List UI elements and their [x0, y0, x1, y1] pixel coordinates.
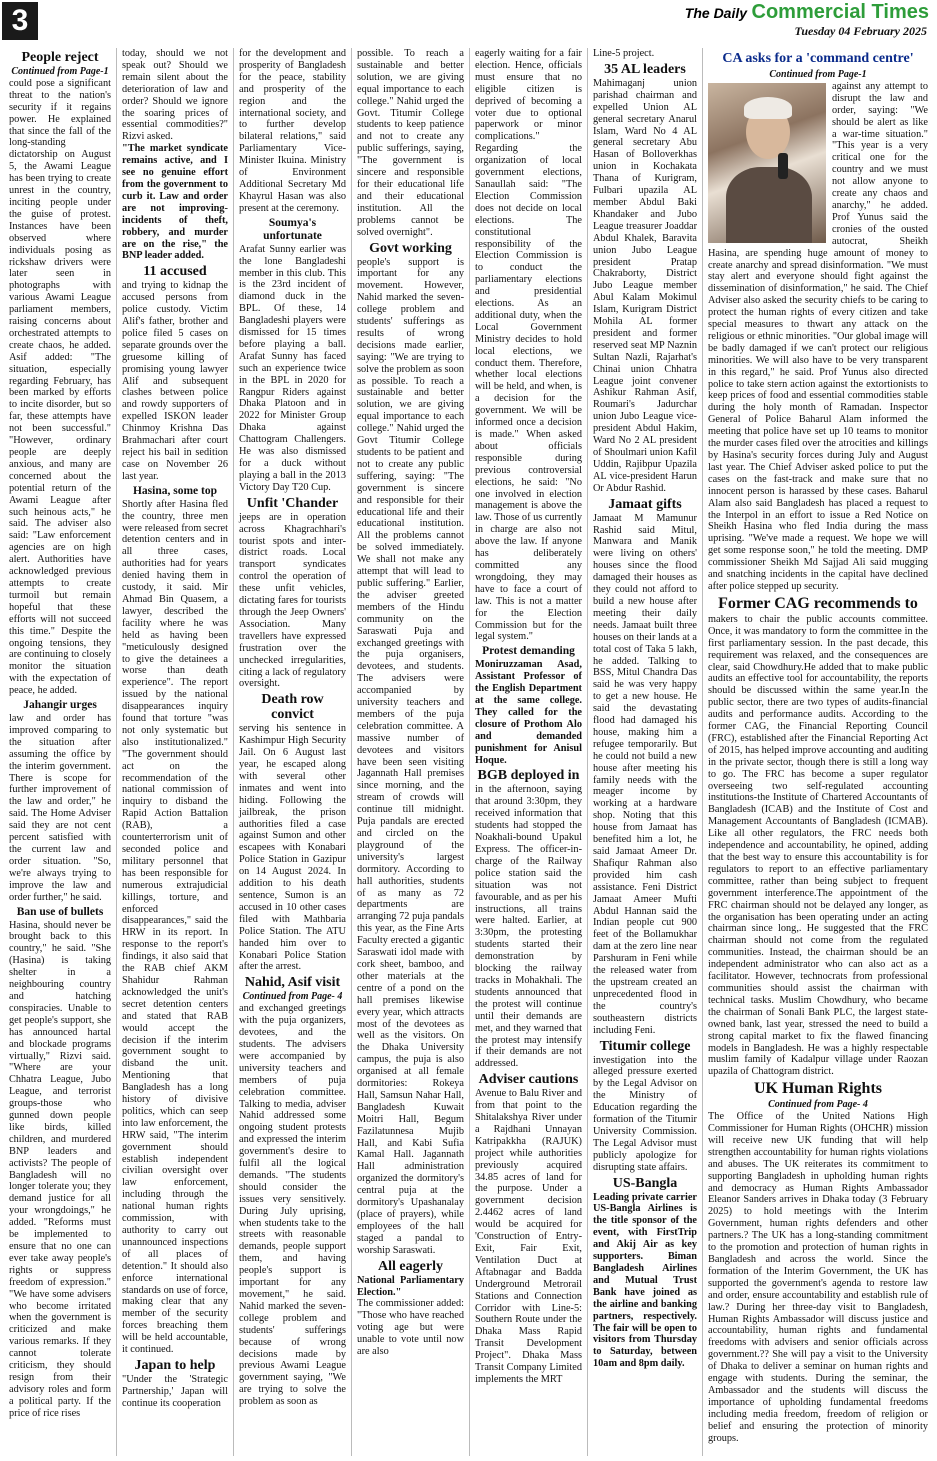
article-body: eagerly waiting for a fair election. Hence, officials must ensure that no eligible citizen is deprived of becoming a voter due to optional paperwork or minor complications." Regarding the organization of local government elections, Sanaullah said: "The Election Commission does not decide on local elections. The constitutional responsibility of the Election Commission is to conduct the parliamentary elections and presidential elections. As an additional duty, when the Local Government Ministry decides to hold local elections, we conduct them. Therefore, whether local elections will be held, and when, is a decision for the government. We will be informed once a decision is made." When asked about officials responsible during previous controversial elections, he said: "No one involved in election management is above the law. Those of us currently in charge are also not above the law. If anyone has deliberately committed any wrongdoing, they may have to face a court of law. This is not a matter for the Election Commission but for the legal system." [475, 48, 582, 643]
article-body: Shortly after Hasina fled the country, three men were released from secret detention centers and in all three cases, authorities had for years denied having them in custody, it said. Mir Ahmad Bin Quasem, a lawyer, described the facility where he was held as having been "meticulously designed to give the detainees a worse than death experience". The report issued by the national disappearances inquiry found that torture "was not only systematic but also institutionalized." "The government should act on the recommendation of the national commission of inquiry to disband the Rapid Action Battalion (RAB), a counterterrorism unit of seconded police and military personnel that has been responsible for numerous extrajudicial killings, torture, and enforced disappearances," said the HRW in its report. In response to the report's findings, it also said that the RAB chief AKM Shahidur Rahman acknowledged the unit's secret detention centers and stated that RAB would accept the decision if the interim government sought to disband the unit. Mentioning that Bangladesh has a long history of divisive politics, which can seep into law enforcement, the HRW said, "The interim government should establish independent civilian oversight over law enforcement, including through the national human rights commission, with authority to carry out unannounced inspections of all places of detention." It should also enforce international standards on use of force, making clear that any member of the security forces breaching them will be held accountable, it continued. [122, 498, 228, 1356]
article-body: Line-5 project. [593, 48, 655, 59]
headline-govt-working: Govt working [369, 240, 452, 256]
brand-name: Commercial Times [751, 1, 929, 23]
article-body: jeeps are in operation across Khagrachhari's tourist spots and inter-district roads. Local transport syndicates control the operation of these unfit vehicles, dictating fares for tourists through the Jeep Owners' Association. Many travellers have expressed frustration over the unchecked irregularities, citing a lack of regulatory oversight. [239, 511, 346, 690]
article-body: and exchanged greetings with the puja organizers, devotees, and the students. The advisers were accompanied by university teachers and members of puja celebration committee. Talking to media, adviser Nahid addressed some ongoing student protests and expressed the interim government's desire to fulfil all the logical demands. "The students should consider the issues very sensitively. During July uprising, when students take to the streets with reasonable demands, people support them, and having people's support is important for any movement," he said. Nahid marked the seven-college problem and students' sufferings because of wrong decisions made by previous Awami League government saying, "We are trying to solve the problem as soon as [239, 1003, 346, 1408]
article-body: and trying to kidnap the accused persons from police custody. Victim Alif's father, brother and police filed 5 cases on separate grounds over the gruesome killing of promising young lawyer Alif and subsequent clashes between police and rowdy supporters of expelled ISKON leader Chinmoy Krishna Das Brahmachari after court reject his bail in sedition case on November 26 last year. [122, 280, 228, 482]
headline-death-row-convict: Death row convict [261, 692, 324, 723]
column-2 [117, 48, 234, 1456]
continued-note: Continued from Page- 4 [768, 1099, 868, 1111]
headline-hasina-some-top: Hasina, some top [132, 484, 218, 497]
column-1 [4, 48, 117, 1456]
news-photo [708, 83, 826, 243]
headline-soumyas-unfortunate: Soumya's unfortunate [263, 216, 322, 242]
article-body: The commissioner added: "Those who have reached voting age but were unable to vote until now are also [357, 1298, 464, 1358]
headline-all-eagerly: All eagerly [378, 1258, 443, 1274]
article-body: Hasina, should never be brought back to this country," he said. "She (Hasina) is taking shelter in a neighbouring country and hatching conspiracies. Unable to get people's support, she has announced hartal and blockade programs virtually," Rizvi said. "Where are your Chhatra League, Jubo League, and terrorist groups-those who gunned down people like birds, killed children, and murdered BNP leaders and activists? The people of Bangladesh will no longer tolerate you; they demand justice for all your wrongdoings," he added. "Reforms must be implemented to ensure that no one can ever take away people's rights or suppress freedom of expression." "We have some advisers who become irritated when the government is criticized and make various remarks. If they cannot tolerate criticism, they should resign from their advisory roles and form a political party. If the price of rice rises [9, 919, 111, 1419]
column-5 [470, 48, 588, 1456]
column-4 [352, 48, 470, 1456]
photo-figure [726, 167, 812, 243]
article-bold-lead: National Parliamentary Election." [357, 1274, 464, 1298]
headline-nahid-asif-visit: Nahid, Asif visit [244, 975, 341, 991]
article-body: Avenue to Balu River and from that point to the Shitalakshya River under a Rajdhani Unnayan Katripakkha (RAJUK) project while authorities previously acquired 34.85 acres of land for the purpose. Under a government decision 2.4462 acres of land would be acquired for 'Construction of Entry-Exit, Fair Exit, Ventilation Duct at Aftabnagar and Badda Underground Metrorail Stations and Connection Corridor with Line-5: Southern Route under the Dhaka Mass Rapid Transit Development Project". Dhaka Mass Transit Company Limited implements the MRT [475, 1088, 582, 1385]
article-body: possible. To reach a sustainable and better solution, we are giving equal importance to each college." Nahid urged the Govt. Titumir College students to keep patience and not to create any public sufferings, saying, "The government is sincere and responsible for their educational life and their educational institution. All the problems cannot be solved overnight". [357, 48, 464, 238]
headline-protest-demanding: Protest demanding [482, 645, 575, 658]
microphone-icon [778, 153, 788, 179]
headline-japan-to-help: Japan to help [134, 1357, 216, 1373]
headline-35-al-leaders: 35 AL leaders [604, 61, 686, 77]
article-body: The Office of the United Nations High Commissioner for Human Rights (OHCHR) mission will receive new UK funding that will help strengthen accountability for human rights violations and abuses. The UK reiterates its commitment to supporting Bangladesh in upholding human rights and democracy as Human Rights Ambassador Eleanor Sanders arrives in Dhaka today (3 February 2025) to hold meetings with the Interim Government, human rights defenders and other partners.? The UK has a long-standing commitment to the promotion and protection of human rights in Bangladesh and across the world. Since the formation of the Interim Government, the UK has supported the government's agenda to restore law and order, ensure accountability and establish rule of law.? During her three-day visit to Bangladesh, Human Rights Ambassador will discuss justice and accountability, human rights and fundamental freedoms with advisers and senior officials across government.?? She will pay a visit to the University of Dhaka to deliver a seminar on human rights and engage with students. During the seminar, the Ambassador and the students will discuss the importance of upholding fundamental freedoms including media freedom, freedom of religion or belief and ensuring the protection of minority groups. [708, 1111, 928, 1444]
article-bold-quote: "The market syndicate remains active, and I see no genuine effort from the government to curb it. Law and order are not improving-incidents of theft, robbery, and murder are on the rise," the BNP leader added. [122, 143, 228, 262]
headline-ban-use-of-bullets: Ban use of bullets [16, 905, 104, 918]
article-bold-body: Moniruzzaman Asad, Assistant Professor of the English Department at the same college. They called for the closure of Prothom Alo and demanded punishment for Anisul Hoque. [475, 659, 582, 766]
article-body: could pose a significant threat to the nation's security if it regains power. He explained that since the fall of the long-standing dictatorship on August 5, the Awami League has been trying to create unrest in the country, inciting people under the guise of protest. Instances have been observed where individuals posing as rickshaw drivers were later seen in photographs with various Awami League parliament members, raising concerns about orchestrated attempts to create chaos, he added. Asif added: "The situation, especially regarding February, has been marked by efforts to incite disorder, but so far, these attempts have not been successful." "However, ordinary people are deeply anxious, and many are concerned about the potential return of the Awami League after such heinous acts," he said. The adviser also said: "Law enforcement agencies are on high alert. Authorities have acknowledged previous attempts to create turmoil but remain hopeful that these efforts will not succeed this time." Despite the ongoing tensions, they are continuing to closely monitor the situation with the expectation of peace, he added. [9, 77, 111, 697]
headline-jamaat-gifts: Jamaat gifts [608, 496, 682, 512]
headline-11-accused: 11 accused [143, 264, 207, 280]
issue-date: Tuesday 04 February 2025 [794, 24, 927, 38]
headline-uk-human-rights: UK Human Rights [753, 1080, 883, 1098]
masthead [0, 0, 937, 46]
article-body: in the afternoon, saying that around 3:30pm, they received information that students had stopped the Noakhali-bound Upakul Express. The officer-in-charge of the Railway police station said the situation was not favourable, and as per his instructions, all trains were halted. Earlier, at 3:30pm, the protesting students started their demonstration by blocking the railway tracks in Mohakhali. The students announced that the protest will continue until their demands are met, and they warned that the protest may intensify if their demands are not addressed. [475, 784, 582, 1070]
headline-adviser-cautions: Adviser cautions [478, 1072, 579, 1088]
headline-us-bangla: US-Bangla [612, 1175, 678, 1191]
article-body: "Under the 'Strategic Partnership,' Japan will continue its cooperation [122, 1373, 228, 1409]
headline-ca-asks: CA asks for a 'command centre' [722, 51, 914, 66]
brand-prefix: The Daily [684, 5, 748, 21]
article-body: Arafat Sunny earlier was the lone Bangladeshi member in this club. This is the 23rd incident of diamond duck in the BPL. Of these, 14 Bangladeshi players were dismissed for 15 times before playing a ball. Arafat Sunny has faced such an experience twice in the BPL in 2020 for Rangpur Riders against Dhaka Platoon and in 2022 for Minister Group Dhaka against Chattogram Challengers. He was also dismissed for a duck without playing a ball in the 2013 Victory Day T20 Cup. [239, 243, 346, 493]
article-columns [4, 48, 933, 1456]
continued-note: Continued from Page- 4 [242, 991, 343, 1003]
column-6 [588, 48, 703, 1456]
headline-titumir-college: Titumir college [599, 1038, 691, 1054]
article-body: Mahimaganj union parishad chairman and expelled Union AL general secretary Anarul Islam, Ward No 4 AL general secretary Abu Hasan of Bolloverkhas union in Kochakata Thana of Kurigram, Fulbari upazila AL member Abdul Baki Khandaker and Jubo League treasurer Joaddar Abdul Khalek, Baravita union Jubo League president Pratap Chakraborty, District Jubo League member Abul Kalam Mokimul Islam, Kurigram District Mohila AL former president and former reserved seat MP Naznin Sultan Nazli, Rajarhat's Chinai union Chhatra League joint convener Ashikur Rahman Asif, Roumari's Jadurchar union Jubo League vice-president Abdul Hakim, Ward No 2 AL president of Shoulmari union Kafil Uddin, Rajibpur Upazila AL vice-president Harun Or Abdur Rashid. [593, 77, 697, 494]
article-body: investigation into the alleged pressure exerted by the Legal Advisor on the Ministry of Education regarding the formation of the Titumir University Commission. The Legal Advisor must publicly apologize for disrupting state affairs. [593, 1054, 697, 1173]
continued-note: Continued from Page-1 [11, 66, 109, 77]
headline-people-reject: People reject [21, 50, 99, 65]
article-body: today, should we not speak out? Should we remain silent about the deterioration of law and order? Should we ignore the soaring prices of essential commodities?" Rizvi asked. [122, 48, 228, 143]
article-body: makers to chair the public accounts committee. Once, it was mandatory to form the committee in the first parliamentary session. In the past decade, this requirement was relaxed, and the consequences are clear, said Chowdhury.He added that to make public audits an effective tool for accountability, the reports should be discussed within the same year.In the public sector, there are two types of audits-financial audits and performance audits. According to the former CAG, the Financial Reporting Council (FRC), established after the Financial Reporting Act of 2015, has helped improve accounting and auditing in the private sector, though there is still a long way to go. The FRC has become a super regulator overseeing two self-regulated accounting institutions-the Institute of Chartered Accountants of Bangladesh (ICAB) and the Institute of Cost and Management Accountants of Bangladesh (ICMAB). Like all other regulators, the FRC needs both independence and accountability, he opined, adding that the best way to ensure this accountability is for regulators to report to an effective parliamentary committee, rather than being subject to frequent government interference.The appointment of the FRC chairman should not be delayed any longer, as the organisation has been operating under an acting chairman since long,. He suggested that the FRC chairman should not come from the regulated communities. Instead, the chairman should be an independent administrator who can also act as a facilitator. However, technocrats from professional communities should assist the chairman with technical tasks. Muslim Chowdhury, who became the chairman of Sonali Bank PLC, the largest state-owned bank, last year, stressed the need to build a strong capital market to fix the flawed financing models in Bangladesh. He was a highly respectable muslim family of Kadalpur village under Raozan upazila of Chattogram district. [708, 613, 928, 1078]
article-body: Jamaat M Mamunur Rashid said Mitul, Manwara and Manik were living on others' houses since the flood damaged their houses as they could not afford to build a new house after meeting their daily needs. Jamaat built three houses on their lands at a total cost of Taka 5 lakh, he added. Talking to BSS, Mitul Chandra Das said he was very happy to get a new house. He said the devastating flood had damaged his house, making him a refugee temporarily. But he could not build a new house after meeting his family needs with the meager income by working at a hardware shop. Noting that this house from Jamaat has benefited him a lot, he said Jamaat Ameer Dr. Shafiqur Rahman also provided him cash assistance. Feni District Jamaat Ameer Mufti Abdul Hannan said the Indian people cut 900 feet of the Bollamukhar dam at the zero line near Parshuram in Feni while the released water from the upstream created an unprecedented flood in the country's southeastern districts including Feni. [593, 512, 697, 1036]
headline-unfit-chander: Unfit 'Chander [246, 495, 339, 511]
article-bold-body: Leading private carrier US-Bangla Airlines is the title sponsor of the event, with FirstTrip and Akij Air as key supporters. Biman Bangladesh Airlines and Mutual Trust Bank have joined as the airline and banking partners, respectively. The fair will be open to visitors from Thursday to Saturday, between 10am and 8pm daily. [593, 1191, 697, 1370]
brand-logo [685, 1, 929, 24]
headline-bgb-deployed: BGB deployed in [477, 768, 580, 784]
headline-jahangir-urges: Jahangir urges [23, 699, 97, 712]
article-body: against any attempt to disrupt the law and order, saying: "We should be alert as like a war-time situation." "This year is a very critical one for the country and we must not allow anyone to create any chaos and anarchy," he added. Prof Yunus said the cronies of the ousted autocrat, Sheikh Hasina, are spending huge amount of money to create anarchy and spread disinformation. "We must stay alert and everyone should fight against the dissemination of disinformation," he said. The Chief Adviser also asked the security chiefs to be caring to protect the human rights of every citizen and take special measures to thwart any attack on the religious or ethnic minorities. "Our global image will be badly damaged if we can't protect our religious minorities. We will also have to be very transparent in this regard," he said. Prof Yunus also directed police to take stern action against the extortionists to keep prices of food and essential commodities stable during the holy month of Ramadan. Inspector General of Police Baharul Alam informed the meeting that police have set up 10 teams to monitor the murder cases filed over the atrocities and killings by Hasina's security forces during July and August last year. The Chief Adviser asked police to put the cases on the fast-track and make sure that no innocent person is harassed by these cases. Baharul Alam also said Bangladesh has placed a request to the Interpol in an effort to issue a Red Notice on Sheikh Hasina who fled India during the mass uprising. "We've made a request. We hope we will get some response soon," he told the meeting. DMP commissioner Sheikh Md Sajjad Ali said mugging and snatching incidents in the capital have declined after police stepped up security. [708, 80, 928, 592]
column-3 [234, 48, 352, 1456]
column-7 [703, 48, 933, 1456]
photo-hair [744, 97, 792, 119]
headline-former-cag: Former CAG recommends to [718, 594, 918, 612]
page-number: 3 [2, 2, 38, 40]
article-body: law and order has improved comparing to the situation after assuming the office by the interim government. There is scope for further improvement of the law and order," he said. The Home Adviser said they are not cent percent satisfied with the current law and order situation. "So, we're always trying to improve the law and order further," he said. [9, 713, 111, 903]
continued-note: Continued from Page-1 [769, 69, 867, 80]
article-body: people's support is important for any movement. However, Nahid marked the seven-college problem and students' sufferings as results of wrong decisions made earlier, saying: "We are trying to solve the problem as soon as possible. To reach a sustainable and better solution, we are giving equal importance to each college." Nahid urged the Govt Titumir College students to be patient and not to create any public suffering, saying: "The government is sincere and responsible for their educational life and their educational institution. All the problems cannot be solved immediately. We shall not make any attempt that will lead to public suffering." Earlier, the adviser greeted members of the Hindu community on the Saraswati Puja and exchanged greetings with the puja organisers, devotees, and students. The advisers were accompanied by university teachers and members of the puja celebration committee. A massive number of devotees and visitors have been seen visiting Jagannath Hall premises since morning, and the stream of crowds will continue till midnight. Puja pandals are erected and circled on the playground of the university's largest dormitory. According to hall authorities, students of as many as 72 departments are arranging 72 puja pandals this year, as the Fine Arts Faculty erected a gigantic Saraswati idol made with cork sheet, bamboo, and other materials at the centre of a pond on the hall premises likewise every year, which attracts most of the devotees as well as the visitors. On the Dhaka University campus, the puja is also organised at all female dormitories: Rokeya Hall, Samsun Nahar Hall, Bangladesh Kuwait Moitri Hall, Begum Fazilatunnesa Mujib Hall, and Kabi Sufia Kamal Hall. Jagannath Hall administration organized the dormitory's central puja at the dormitory's Upashanalay (place of prayers), while employees of the hall staged a pandal to worship Saraswati. [357, 256, 464, 1256]
article-body: serving his sentence in Kashimpur High Security Jail. On 6 August last year, he escaped along with several other inmates and went into hiding. Following the jailbreak, the prison authorities filed a case against Sumon and other escapees with Konabari Police Station in Gazipur on 14 August 2024. In addition to his death sentence, Sumon is an accused in 10 other cases filed with Mathbaria Police Station. The ATU handed him over to Konabari Police Station after the arrest. [239, 723, 346, 973]
article-body: for the development and prosperity of Bangladesh for the peace, stability and prosperity of the region and the international society, and to further develop bilateral relations," said Parliamentary Vice-Minister Ikuina. Ministry of Environment Additional Secretary Md Khayrul Hasan was also present at the ceremony. [239, 48, 346, 214]
